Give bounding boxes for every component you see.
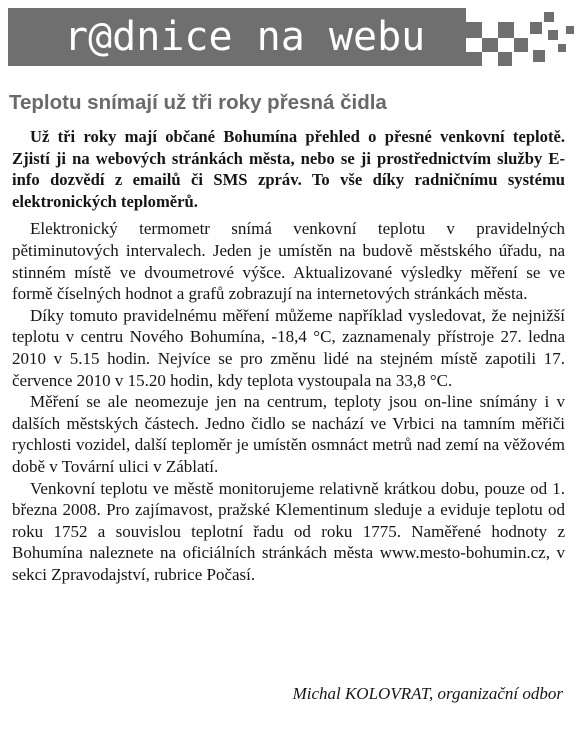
article-body: [12, 126, 565, 585]
author-signature: Michal KOLOVRAT, organizační odbor: [292, 684, 563, 703]
body-paragraph: Měření se ale neomezuje jen na centrum, teploty jsou on-line snímány i v dalších městských částech. Jedno čidlo se nachází ve Vrbici na tamním měřiči rychlosti vozidel, další teploměr je umístěn osmnáct metrů nad zemí na věžovém době v Tovární ulici v Záblatí.: [12, 392, 565, 476]
body-paragraph: Venkovní teplotu ve městě monitorujeme relativně krátkou dobu, pouze od 1. března 2008. Pro zajímavost, pražské Klementinum sleduje a eviduje teplotu od roku 1752 a souvislou teplotní řadu od roku 1775. Naměřené hodnoty z Bohumína naleznete na oficiálních stránkách města www.mesto-bohumin.cz, v sekci Zpravodajství, rubrice Počasí.: [12, 478, 565, 584]
header-banner: [8, 8, 466, 66]
lead-paragraph: Už tři roky mají občané Bohumína přehled o přesné venkovní teplotě. Zjistí ji na webových stránkách města, nebo se ji prostřednictvím služby E-info dozvědí z emailů či SMS zpráv. To vše díky radničnímu systému elektronických teploměrů.: [12, 127, 565, 211]
section-title: r@dnice na webu: [64, 14, 426, 60]
article-headline: Teplotu snímají už tři roky přesná čidla: [9, 91, 387, 114]
body-paragraph: Díky tomuto pravidelnému měření můžeme například vysledovat, že nejnižší teplotu v centru Nového Bohumína, -18,4 °C, zaznamenaly přístroje 27. ledna 2010 v 5.15 hodin. Nejvíce se pro změnu lidé na stejném místě zapotili 17. července 2010 v 15.20 hodin, kdy teplota vystoupala na 33,8 °C.: [12, 305, 565, 390]
body-paragraph: Elektronický termometr snímá venkovní teplotu v pravidelných pětiminutových intervalech. Jeden je umístěn na budově městského úřadu, na stinném místě ve dvoumetrové výšce. Aktualizované výsledky měření se ve formě číselných hodnot a grafů zobrazují na internetových stránkách města.: [12, 219, 565, 304]
